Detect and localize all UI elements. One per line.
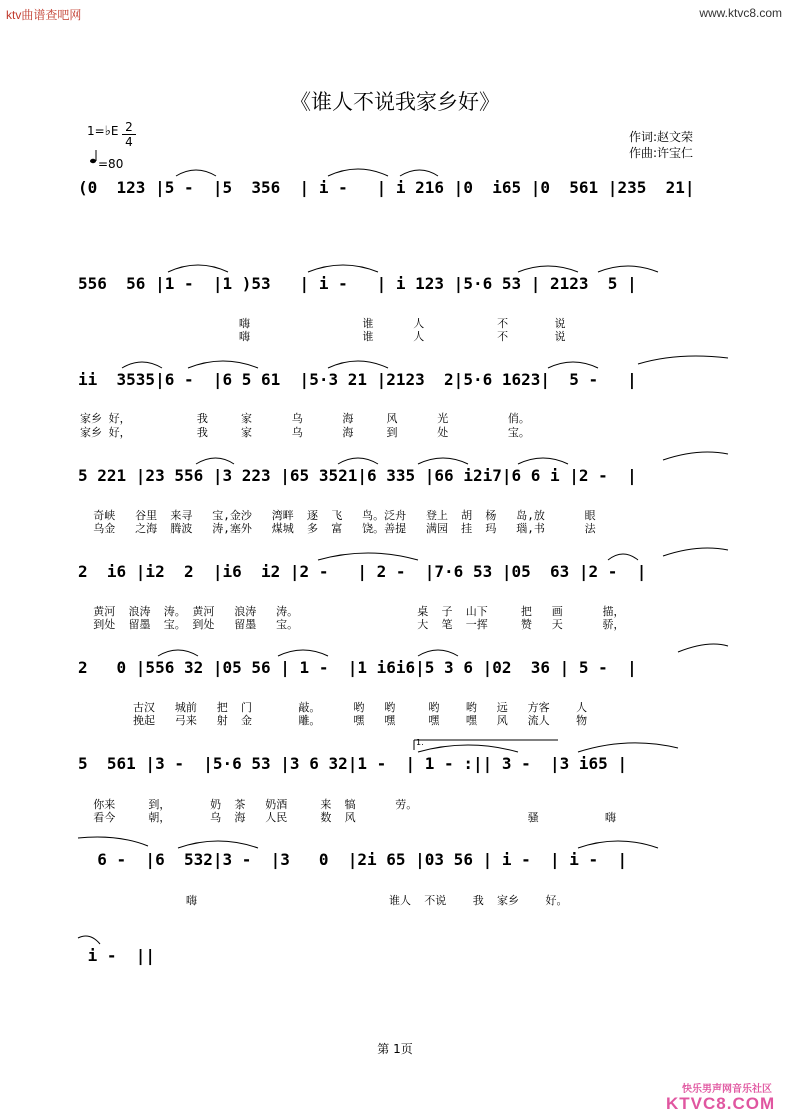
watermark-logo — [660, 1072, 786, 1116]
lyrics-5b: 到处 留墨 宝。 到处 留墨 宝。 大 笔 一挥 赞 天 骄， — [80, 618, 625, 631]
notes-6: 2 0 |556 32 |05 56 | 1 - |1 i6i6|5 3 6 |02 36 | 5 - | — [78, 658, 637, 677]
stave-3 — [78, 360, 728, 404]
page-number: 第 1页 — [377, 1042, 413, 1056]
lyrics-5a: 黄河 浪涛 涛。 黄河 浪涛 涛。 桌 子 山下 把 画 描， — [80, 605, 625, 618]
composer-credit: 作曲:许宝仁 — [629, 146, 694, 160]
notes-9: i - || — [78, 946, 156, 965]
tempo-value: =80 — [98, 157, 124, 171]
lyrics-6b: 挽起 弓来 射 金 雕。 嘿 嘿 嘿 嘿 风 流人 物 — [80, 714, 588, 727]
lyrics-8a: 嗨 谁人 不说 我 家乡 好。 — [80, 894, 568, 907]
time-bottom: 4 — [125, 135, 133, 149]
key-note: E — [110, 124, 119, 138]
stave-8 — [78, 840, 728, 884]
stave-1 — [78, 168, 728, 212]
notes-4: 5 221 |23 556 |3 223 |65 3521|6 335 |66 i2i7|6 6 i |2 - | — [78, 466, 637, 485]
notes-5: 2 i6 |i2 2 |i6 i2 |2 - | 2 - |7·6 53 |05 63 |2 - | — [78, 562, 647, 581]
lyrics-7a: 你来 到， 奶 茶 奶酒 来 犒 劳。 — [80, 798, 418, 811]
quarter-note-icon — [90, 156, 98, 168]
time-signature — [122, 121, 136, 148]
flat-symbol: ♭ — [104, 124, 111, 139]
stave-2 — [78, 264, 728, 308]
stave-7 — [78, 738, 728, 788]
notes-3: ii 3535|6 - |6 5 61 |5·3 21 |2123 2|5·6 1623| 5 - | — [78, 370, 637, 389]
lyrics-7b: 看今 朝， 乌 海 人民 数 风 骚 嗨 — [80, 811, 616, 824]
lyrics-4a: 奇峡 谷里 来寻 宝,金沙 湾畔 逐 飞 鸟。泛舟 登上 胡 杨 岛,放 眼 — [80, 509, 596, 522]
watermark-line1: 快乐男声网音乐社区 — [682, 1084, 772, 1095]
lyrics-2b: 嗨 谁 人 不 说 — [80, 330, 566, 343]
lyrics-6a: 古汉 城前 把 门 敲。 哟 哟 哟 哟 远 方客 人 — [80, 701, 588, 714]
watermark-line2: KTVC8.COM — [666, 1094, 776, 1113]
notes-8: 6 - |6 532|3 - |3 0 |2i 65 |03 56 | i - | i - | — [78, 850, 628, 869]
key-signature — [87, 124, 118, 139]
stave-4 — [78, 456, 728, 500]
lyrics-3b: 家乡 好， 我 家 乌 海 到 处 宝。 — [80, 426, 530, 439]
notes-2: 556 56 |1 - |1 )53 | i - | i 123 |5·6 53 | 2123 5 | — [78, 274, 637, 293]
stave-9 — [78, 936, 728, 980]
notes-7: 5 561 |3 - |5·6 53 |3 6 32|1 - | 1 - :|| 3 - |3 i65 | — [78, 754, 628, 773]
key-label: 1= — [87, 124, 105, 138]
site-url: www.ktvc8.com — [699, 6, 782, 20]
lyricist-credit: 作词:赵文荣 — [629, 130, 694, 144]
notes-1: (0 123 |5 - |5 356 | i - | i 216 |0 i65 |0 561 |235 21| — [78, 178, 695, 197]
stave-6 — [78, 648, 728, 692]
lyrics-3a: 家乡 好， 我 家 乌 海 风 光 俏。 — [80, 412, 530, 425]
site-name: ktv曲谱查吧网 — [6, 8, 82, 22]
time-top: 2 — [125, 120, 133, 134]
lyrics-2a: 嗨 谁 人 不 说 — [80, 317, 566, 330]
volta-label: 1. — [416, 738, 424, 747]
lyrics-4b: 乌金 之海 腾波 涛,塞外 煤城 多 富 饶。善提 满园 挂 玛 瑙,书 法 — [80, 522, 596, 535]
stave-5 — [78, 552, 728, 596]
song-title: 《谁人不说我家乡好》 — [290, 90, 500, 114]
